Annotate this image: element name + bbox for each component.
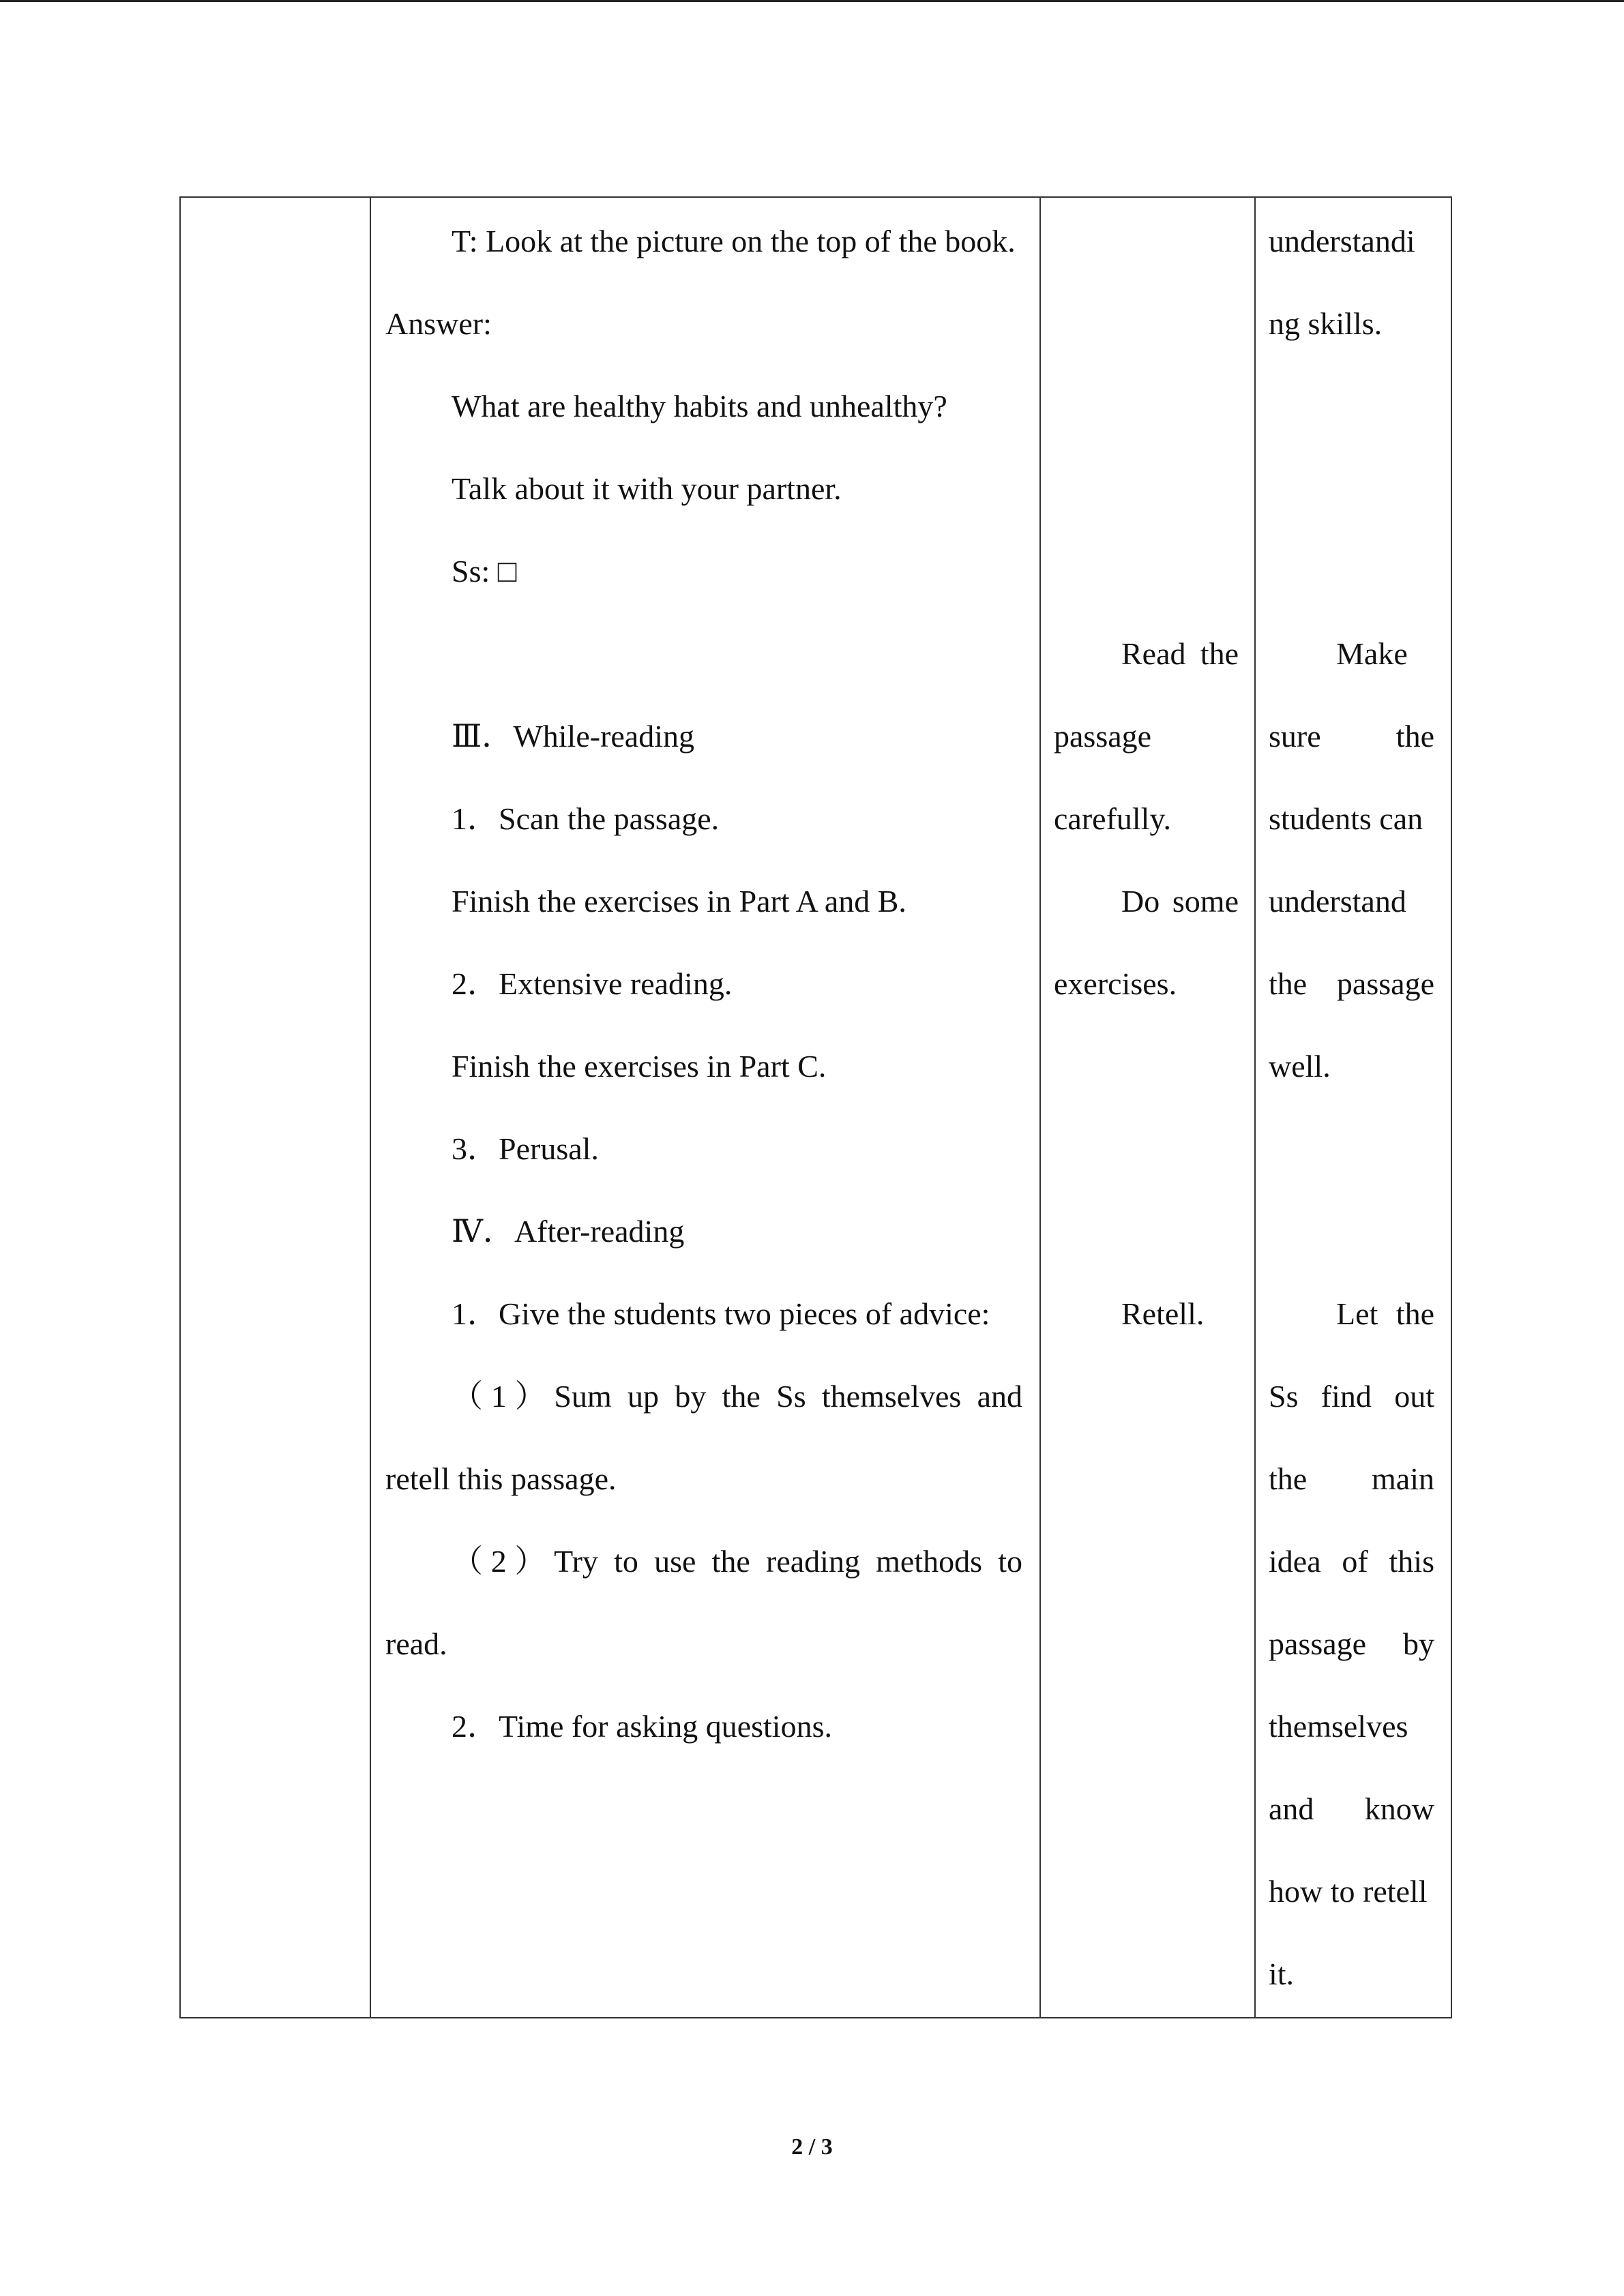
- top-border-line: [0, 0, 1624, 2]
- section-heading-after-reading: Ⅳ．After-reading: [452, 1214, 685, 1249]
- procedure-line: Answer:: [385, 306, 492, 341]
- purpose-line: idea of this: [1269, 1544, 1434, 1579]
- purpose-line: ng skills.: [1269, 306, 1383, 341]
- procedure-line: read.: [385, 1626, 447, 1661]
- purpose-line: understandi: [1269, 224, 1415, 258]
- purpose-line: Let the: [1336, 1296, 1434, 1331]
- student-activity-cell: [1040, 197, 1255, 2018]
- purpose-line: Make: [1336, 636, 1408, 671]
- purpose-line: students can: [1269, 801, 1423, 836]
- procedure-line: Finish the exercises in Part A and B.: [452, 884, 906, 919]
- procedure-line: （2）Try to use the reading methods to: [452, 1544, 1022, 1579]
- procedure-line: What are healthy habits and unhealthy?: [452, 389, 947, 423]
- activity-line: Retell.: [1121, 1296, 1205, 1331]
- activity-line: exercises.: [1054, 966, 1177, 1001]
- purpose-line: and know: [1269, 1791, 1434, 1826]
- activity-line: passage: [1054, 719, 1152, 754]
- procedure-line: 1．Scan the passage.: [452, 801, 720, 836]
- section-heading-while-reading: Ⅲ．While-reading: [452, 719, 695, 754]
- procedure-line: 2．Extensive reading.: [452, 966, 733, 1001]
- activity-line: Do some: [1121, 884, 1239, 919]
- purpose-line: passage by: [1269, 1626, 1434, 1661]
- lesson-plan-table: [179, 196, 1452, 2018]
- procedure-line: T: Look at the picture on the top of the book.: [452, 224, 1016, 258]
- purpose-line: understand: [1269, 884, 1406, 919]
- purpose-line: well.: [1269, 1049, 1331, 1084]
- purpose-line: sure the: [1269, 719, 1434, 754]
- procedure-line: retell this passage.: [385, 1461, 617, 1496]
- purpose-line: it.: [1269, 1956, 1295, 1991]
- activity-line: Read the: [1121, 636, 1239, 671]
- stage-column-cell: [180, 197, 370, 2018]
- procedure-line: 2．Time for asking questions.: [452, 1709, 832, 1744]
- table-row: [180, 197, 1451, 2018]
- procedure-line: Ss: □: [452, 554, 517, 588]
- page-number: 2 / 3: [791, 2134, 833, 2160]
- purpose-line: themselves: [1269, 1709, 1408, 1744]
- purpose-line: how to retell: [1269, 1874, 1428, 1909]
- purpose-line: Ss find out: [1269, 1379, 1434, 1414]
- purpose-line: the passage: [1269, 966, 1434, 1001]
- purpose-line: the main: [1269, 1461, 1434, 1496]
- design-purpose-cell: [1255, 197, 1451, 2018]
- procedure-line: （1）Sum up by the Ss themselves and: [452, 1379, 1022, 1414]
- procedure-line: Talk about it with your partner.: [452, 471, 842, 506]
- procedure-line: 1．Give the students two pieces of advice:: [452, 1296, 990, 1331]
- teaching-procedure-cell: [370, 197, 1040, 2018]
- procedure-line: Finish the exercises in Part C.: [452, 1049, 827, 1084]
- procedure-line: 3．Perusal.: [452, 1131, 599, 1166]
- activity-line: carefully.: [1054, 801, 1171, 836]
